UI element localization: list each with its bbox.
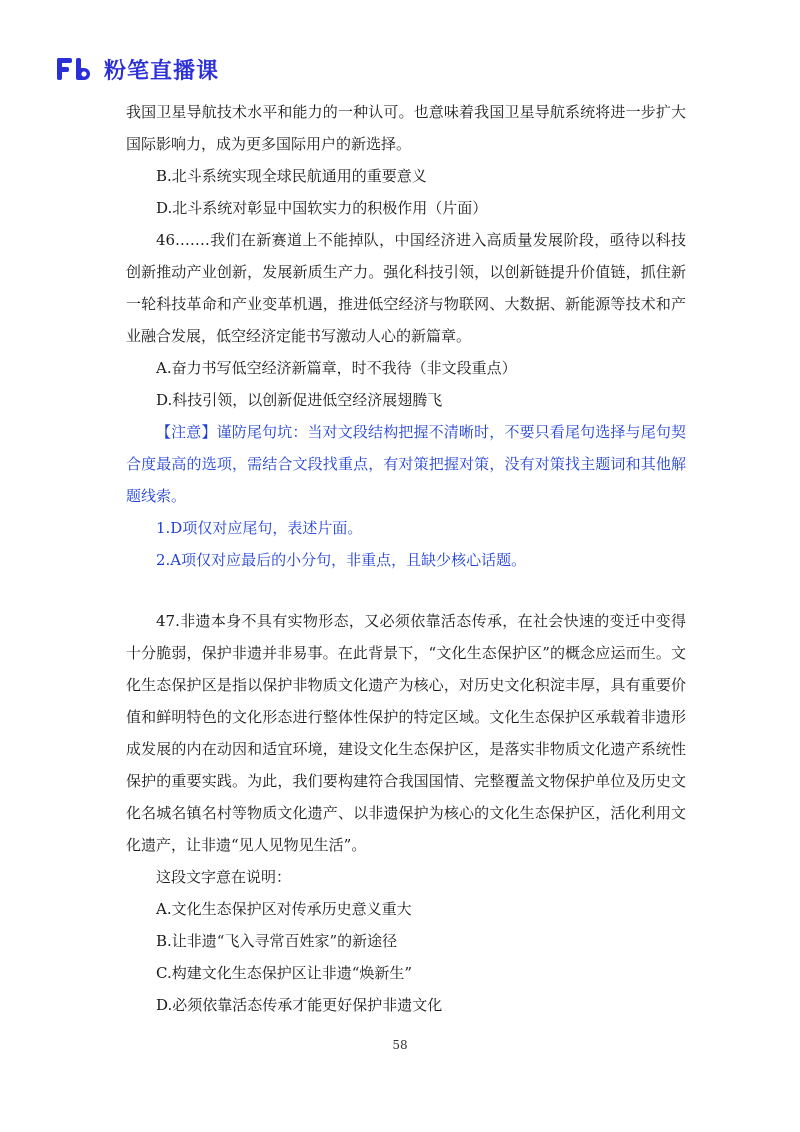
q47-option-b: B.让非遗“飞入寻常百姓家”的新途径 (156, 932, 398, 950)
note-tag: 【注意】 (156, 423, 217, 441)
document-body (126, 96, 686, 1021)
note-paragraph (126, 416, 686, 512)
q47-passage: 47.非遗本身不具有实物形态，又必须依靠活态传承，在社会快速的变迁中变得十分脆弱，保护非遗并非易事。在此背景下，“文化生态保护区”的概念应运而生。文化生态保护区是指以保护非物质文化遗产为核心，对历史文化积淀丰厚，具有重要价值和鲜明特色的文化形态进行整体性保护的特定区域。文化生态保护区承载着非遗形成发展的内在动因和适宜环境，建设文化生态保护区，是落实非物质文化遗产系统性保护的重要实践。为此，我们要构建符合我国国情、完整覆盖文物保护单位及历史文化名城名镇名村等物质文化遗产、以非遗保护为核心的文化生态保护区，活化利用文化遗产，让非遗“见人见物见生活”。 (126, 612, 686, 854)
note-point-1: 1.D项仅对应尾句，表述片面。 (156, 519, 363, 537)
page-number: 58 (392, 1038, 408, 1052)
q47-option-c: C.构建文化生态保护区让非遗“焕新生” (156, 964, 413, 982)
spacer (126, 576, 686, 605)
q46-option-d: D.科技引领，以创新促进低空经济展翅腾飞 (156, 391, 443, 409)
q47-question: 这段文字意在说明： (156, 868, 292, 886)
q46-passage: 46.……我们在新赛道上不能掉队，中国经济进入高质量发展阶段，亟待以科技创新推动产业创新，发展新质生产力。强化科技引领，以创新链提升价值链，抓住新一轮科技革命和产业变革机遇，推进低空经济与物联网、大数据、新能源等技术和产业融合发展，低空经济定能书写激动人心的新篇章。 (126, 231, 686, 345)
q47-option-d: D.必须依靠活态传承才能更好保护非遗文化 (156, 996, 443, 1014)
note-point-2: 2.A项仅对应最后的小分句，非重点，且缺少核心话题。 (156, 551, 527, 569)
fb-logo-icon (56, 56, 96, 82)
page-header (56, 52, 219, 86)
note-text: 谨防尾句坑：当对文段结构把握不清晰时，不要只看尾句选择与尾句契合度最高的选项，需结合文段找重点，有对策把握对策，没有对策找主题词和其他解题线索。 (126, 423, 686, 505)
q45-continuation: 我国卫星导航技术水平和能力的一种认可。也意味着我国卫星导航系统将进一步扩大国际影响力，成为更多国际用户的新选择。 (126, 103, 686, 153)
q47-option-a: A.文化生态保护区对传承历史意义重大 (156, 900, 412, 918)
q46-option-a: A.奋力书写低空经济新篇章，时不我待（非文段重点） (156, 359, 517, 377)
q45-option-b: B.北斗系统实现全球民航通用的重要意义 (156, 167, 427, 185)
brand-title: 粉笔直播课 (104, 58, 220, 84)
q45-option-d: D.北斗系统对彰显中国软实力的积极作用（片面） (156, 199, 488, 217)
